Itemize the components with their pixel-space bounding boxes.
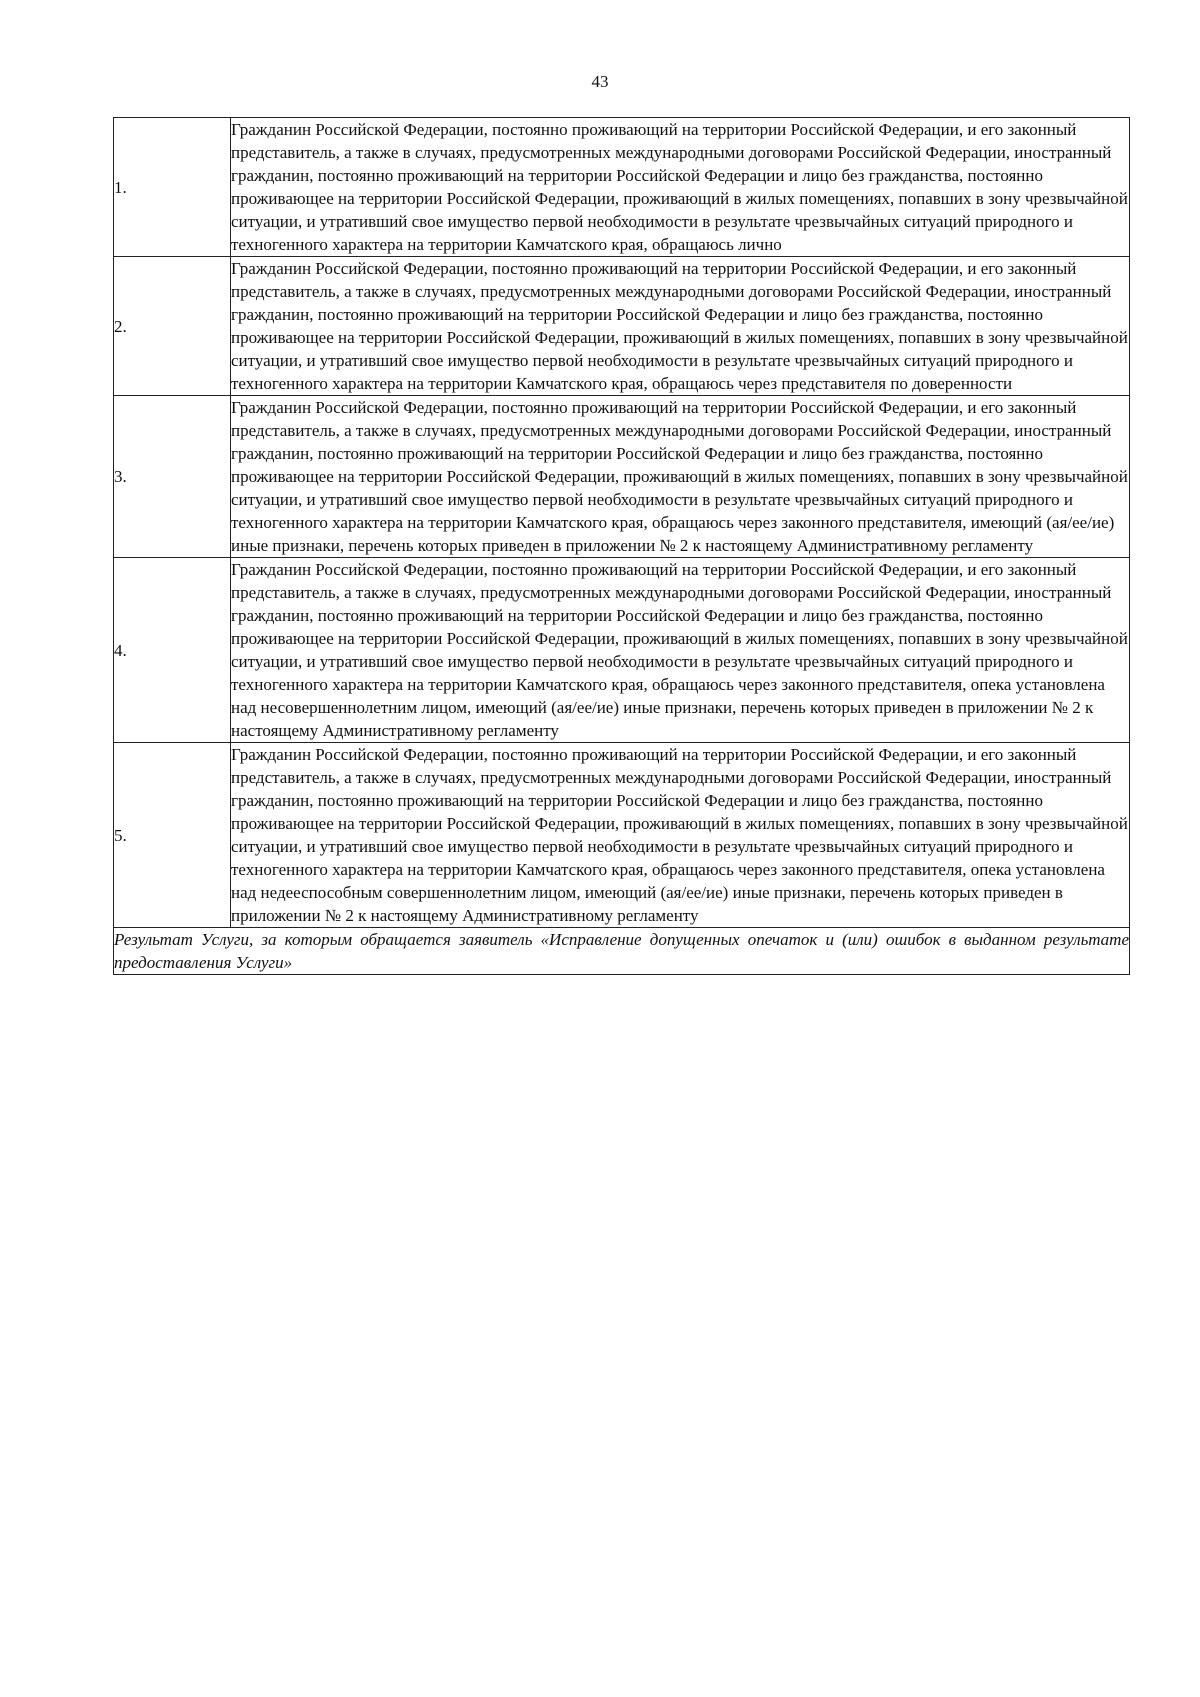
result-heading: Результат Услуги, за которым обращается заявитель «Исправление допущенных опечаток и (или) ошибок в выданном результате предоставления Услуги» xyxy=(114,928,1130,975)
result-row xyxy=(114,928,1130,975)
row-number: 4. xyxy=(114,558,231,743)
row-number: 1. xyxy=(114,118,231,257)
row-number: 2. xyxy=(114,257,231,396)
table-row xyxy=(114,743,1130,928)
row-text: Гражданин Российской Федерации, постоянно проживающий на территории Российской Федерации, и его законный представитель, а также в случаях, предусмотренных международными договорами Российской Федерации, иностранный гражданин, постоянно проживающий на территории Российской Федерации и лицо без гражданства, постоянно проживающее на территории Российской Федерации, проживающий в жилых помещениях, попавших в зону чрезвычайной ситуации, и утративший свое имущество первой необходимости в результате чрезвычайных ситуаций природного и техногенного характера на территории Камчатского края, обращаюсь через законного представителя, имеющий (ая/ее/ие) иные признаки, перечень которых приведен в приложении № 2 к настоящему Административному регламенту xyxy=(231,396,1130,558)
table-row xyxy=(114,558,1130,743)
row-number: 3. xyxy=(114,396,231,558)
row-text: Гражданин Российской Федерации, постоянно проживающий на территории Российской Федерации, и его законный представитель, а также в случаях, предусмотренных международными договорами Российской Федерации, иностранный гражданин, постоянно проживающий на территории Российской Федерации и лицо без гражданства, постоянно проживающее на территории Российской Федерации, проживающий в жилых помещениях, попавших в зону чрезвычайной ситуации, и утративший свое имущество первой необходимости в результате чрезвычайных ситуаций природного и техногенного характера на территории Камчатского края, обращаюсь через законного представителя, опека установлена над несовершеннолетним лицом, имеющий (ая/ее/ие) иные признаки, перечень которых приведен в приложении № 2 к настоящему Административному регламенту xyxy=(231,558,1130,743)
table-row xyxy=(114,118,1130,257)
row-text: Гражданин Российской Федерации, постоянно проживающий на территории Российской Федерации, и его законный представитель, а также в случаях, предусмотренных международными договорами Российской Федерации, иностранный гражданин, постоянно проживающий на территории Российской Федерации и лицо без гражданства, постоянно проживающее на территории Российской Федерации, проживающий в жилых помещениях, попавших в зону чрезвычайной ситуации, и утративший свое имущество первой необходимости в результате чрезвычайных ситуаций природного и техногенного характера на территории Камчатского края, обращаюсь через представителя по доверенности xyxy=(231,257,1130,396)
row-number: 5. xyxy=(114,743,231,928)
page-number: 43 xyxy=(591,72,609,91)
row-text: Гражданин Российской Федерации, постоянно проживающий на территории Российской Федерации, и его законный представитель, а также в случаях, предусмотренных международными договорами Российской Федерации, иностранный гражданин, постоянно проживающий на территории Российской Федерации и лицо без гражданства, постоянно проживающее на территории Российской Федерации, проживающий в жилых помещениях, попавших в зону чрезвычайной ситуации, и утративший свое имущество первой необходимости в результате чрезвычайных ситуаций природного и техногенного характера на территории Камчатского края, обращаюсь лично xyxy=(231,118,1130,257)
row-text: Гражданин Российской Федерации, постоянно проживающий на территории Российской Федерации, и его законный представитель, а также в случаях, предусмотренных международными договорами Российской Федерации, иностранный гражданин, постоянно проживающий на территории Российской Федерации и лицо без гражданства, постоянно проживающее на территории Российской Федерации, проживающий в жилых помещениях, попавших в зону чрезвычайной ситуации, и утративший свое имущество первой необходимости в результате чрезвычайных ситуаций природного и техногенного характера на территории Камчатского края, обращаюсь через законного представителя, опека установлена над недееспособным совершеннолетним лицом, имеющий (ая/ее/ие) иные признаки, перечень которых приведен в приложении № 2 к настоящему Административному регламенту xyxy=(231,743,1130,928)
applicant-variants-table xyxy=(113,117,1130,975)
table-row xyxy=(114,257,1130,396)
table-row xyxy=(114,396,1130,558)
